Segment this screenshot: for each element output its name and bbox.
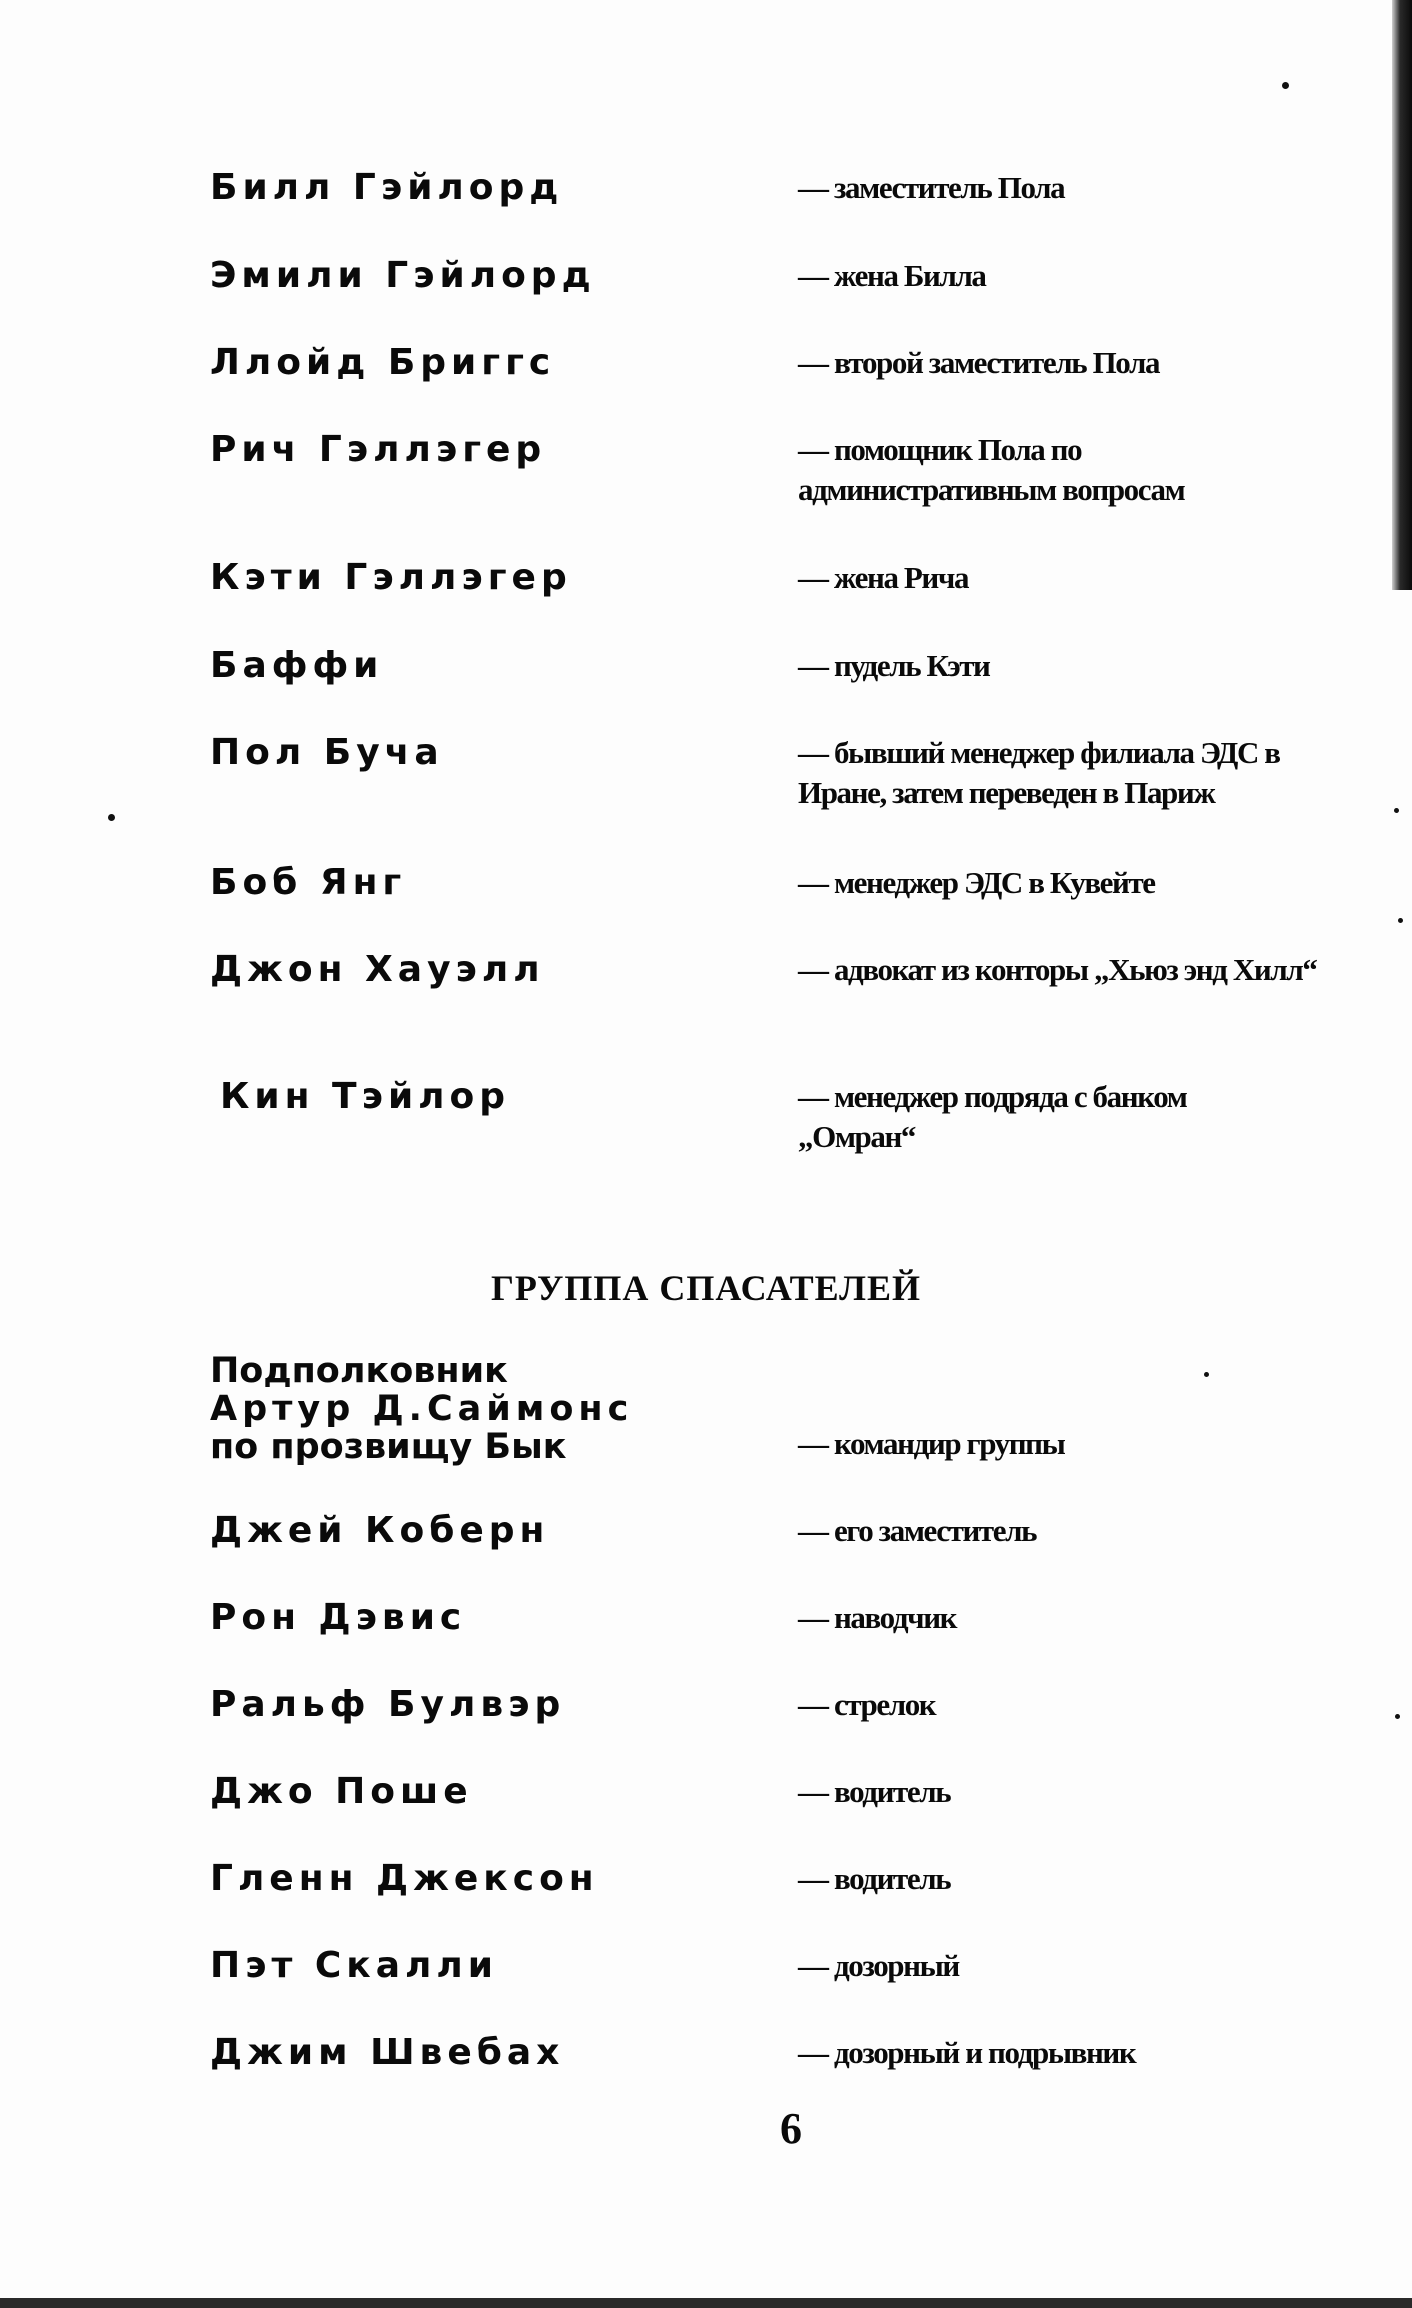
character-role: — пудель Кэти	[798, 648, 990, 683]
character-name: Джо Поше	[210, 1771, 473, 1812]
character-role: — менеджер ЭДС в Кувейте	[798, 865, 1155, 900]
character-role: — жена Рича	[798, 560, 969, 595]
character-name: Рон Дэвис	[210, 1597, 467, 1638]
character-role: — его заместитель	[798, 1513, 1037, 1548]
character-role: — стрелок	[798, 1687, 936, 1722]
character-role: — адвокат из конторы „Хьюз энд Хилл“	[798, 952, 1317, 987]
character-role: — второй заместитель Пола	[798, 345, 1160, 380]
character-name: Эмили Гэйлорд	[210, 255, 596, 296]
character-name: Ллойд Бриггс	[210, 342, 556, 383]
scan-speck	[1282, 82, 1289, 89]
character-role: — помощник Пола по административным вопросам	[798, 432, 1185, 507]
section-heading: ГРУППА СПАСАТЕЛЕЙ	[490, 1268, 922, 1308]
character-role: — заместитель Пола	[798, 170, 1065, 205]
character-name: Джим Швебах	[210, 2032, 565, 2073]
character-name: Кэти Гэллэгер	[210, 557, 572, 598]
character-role: — жена Билла	[798, 258, 986, 293]
character-name: Пэт Скалли	[210, 1945, 498, 1986]
scan-speck	[108, 814, 115, 821]
character-name: Джон Хауэлл	[210, 949, 545, 990]
leader-rank: Подполковник	[210, 1351, 508, 1391]
character-name: Боб Янг	[210, 862, 407, 903]
character-role: — водитель	[798, 1774, 951, 1809]
character-role: — менеджер подряда с банком „Омран“	[798, 1079, 1187, 1154]
character-role: — дозорный и подрывник	[798, 2035, 1136, 2070]
leader-nickname: по прозвищу Бык	[210, 1427, 567, 1467]
character-name: Гленн Джексон	[210, 1858, 599, 1899]
scan-speck	[1394, 808, 1399, 813]
character-name: Кин Тэйлор	[220, 1076, 511, 1117]
scan-speck	[1204, 1372, 1209, 1377]
character-name: Билл Гэйлорд	[210, 167, 564, 208]
character-role: — бывший менеджер филиала ЭДС в Иране, затем переведен в Париж	[798, 735, 1280, 810]
character-name: Ральф Булвэр	[210, 1684, 566, 1725]
scan-speck	[1395, 1714, 1400, 1719]
character-role: — водитель	[798, 1861, 951, 1896]
leader-name	[210, 1352, 633, 1466]
scan-edge-shadow-bottom	[0, 2298, 1412, 2308]
character-role: — наводчик	[798, 1600, 957, 1635]
character-name: Рич Гэллэгер	[210, 429, 547, 470]
character-name: Джей Коберн	[210, 1510, 550, 1551]
character-name: Пол Буча	[210, 732, 444, 773]
page-number: 6	[780, 2104, 802, 2153]
character-role: — дозорный	[798, 1948, 959, 1983]
leader-full-name: Артур Д.Саймонс	[210, 1389, 634, 1429]
character-role: — командир группы	[798, 1426, 1065, 1461]
scan-speck	[1398, 918, 1403, 923]
character-name: Баффи	[210, 645, 384, 686]
scan-edge-shadow-right	[1392, 0, 1412, 590]
